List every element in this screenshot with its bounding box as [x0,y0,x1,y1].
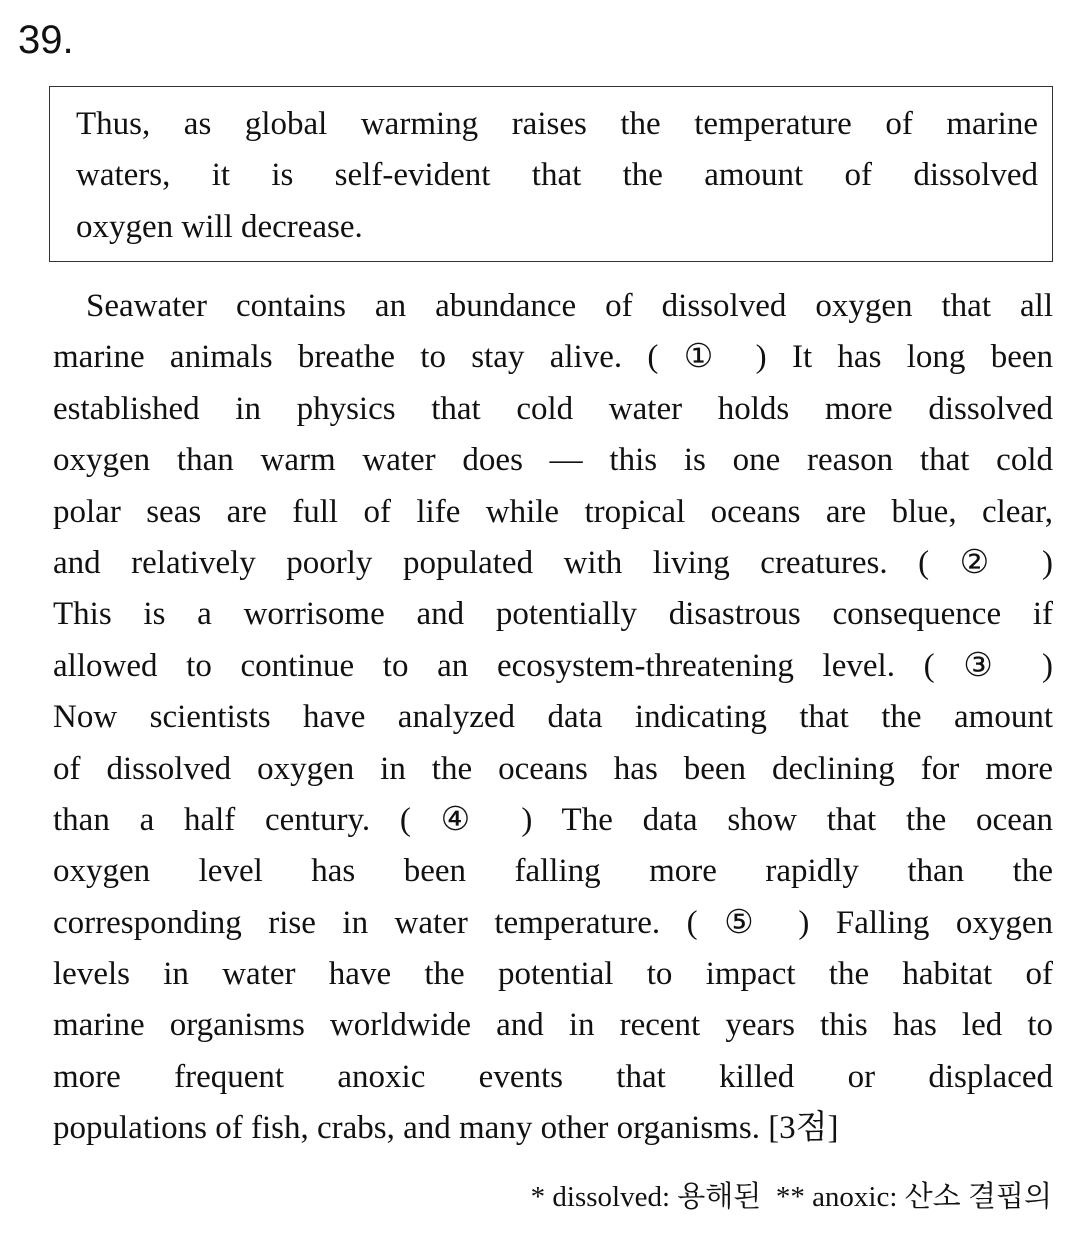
passage-line: marine animals breathe to stay alive. ( ① ) It has long been [53,339,1053,376]
passage-line: corresponding rise in water temperature. ( ⑤ ) Falling oxygen [53,904,1053,941]
passage-line: and relatively poorly populated with living creatures. ( ② ) [53,544,1053,581]
passage-line: Now scientists have analyzed data indicating that the amount [53,699,1053,736]
given-sentence [76,103,1038,257]
passage-line: This is a worrisome and potentially disastrous consequence if [53,596,1053,633]
passage-line: more frequent anoxic events that killed or displaced [53,1058,1053,1095]
passage-line: oxygen than warm water does — this is one reason that cold [53,442,1053,479]
passage-line: populations of fish, crabs, and many other organisms. [3점] [53,1110,839,1147]
passage-line: oxygen level has been falling more rapidly than the [53,853,1053,890]
passage-line: polar seas are full of life while tropical oceans are blue, clear, [53,493,1053,530]
given-line: Thus, as global warming raises the temperature of marine [76,106,1038,142]
passage-line: established in physics that cold water holds more dissolved [53,390,1053,427]
passage-line: marine organisms worldwide and in recent years this has led to [53,1007,1053,1044]
passage-line: allowed to continue to an ecosystem-threatening level. ( ③ ) [53,647,1053,684]
given-line: waters, it is self-evident that the amount of dissolved [76,157,1038,194]
passage-line: than a half century. ( ④ ) The data show that the ocean [53,801,1053,838]
passage-line: Seawater contains an abundance of dissolved oxygen that all [86,288,1053,324]
question-number: 39. [18,18,74,62]
given-line: oxygen will decrease. [76,208,363,245]
passage [53,285,1053,1159]
passage-line: levels in water have the potential to impact the habitat of [53,956,1053,993]
passage-line: of dissolved oxygen in the oceans has been declining for more [53,750,1053,787]
footnote: * dissolved: 용해된 ** anoxic: 산소 결핍의 [530,1181,1052,1213]
